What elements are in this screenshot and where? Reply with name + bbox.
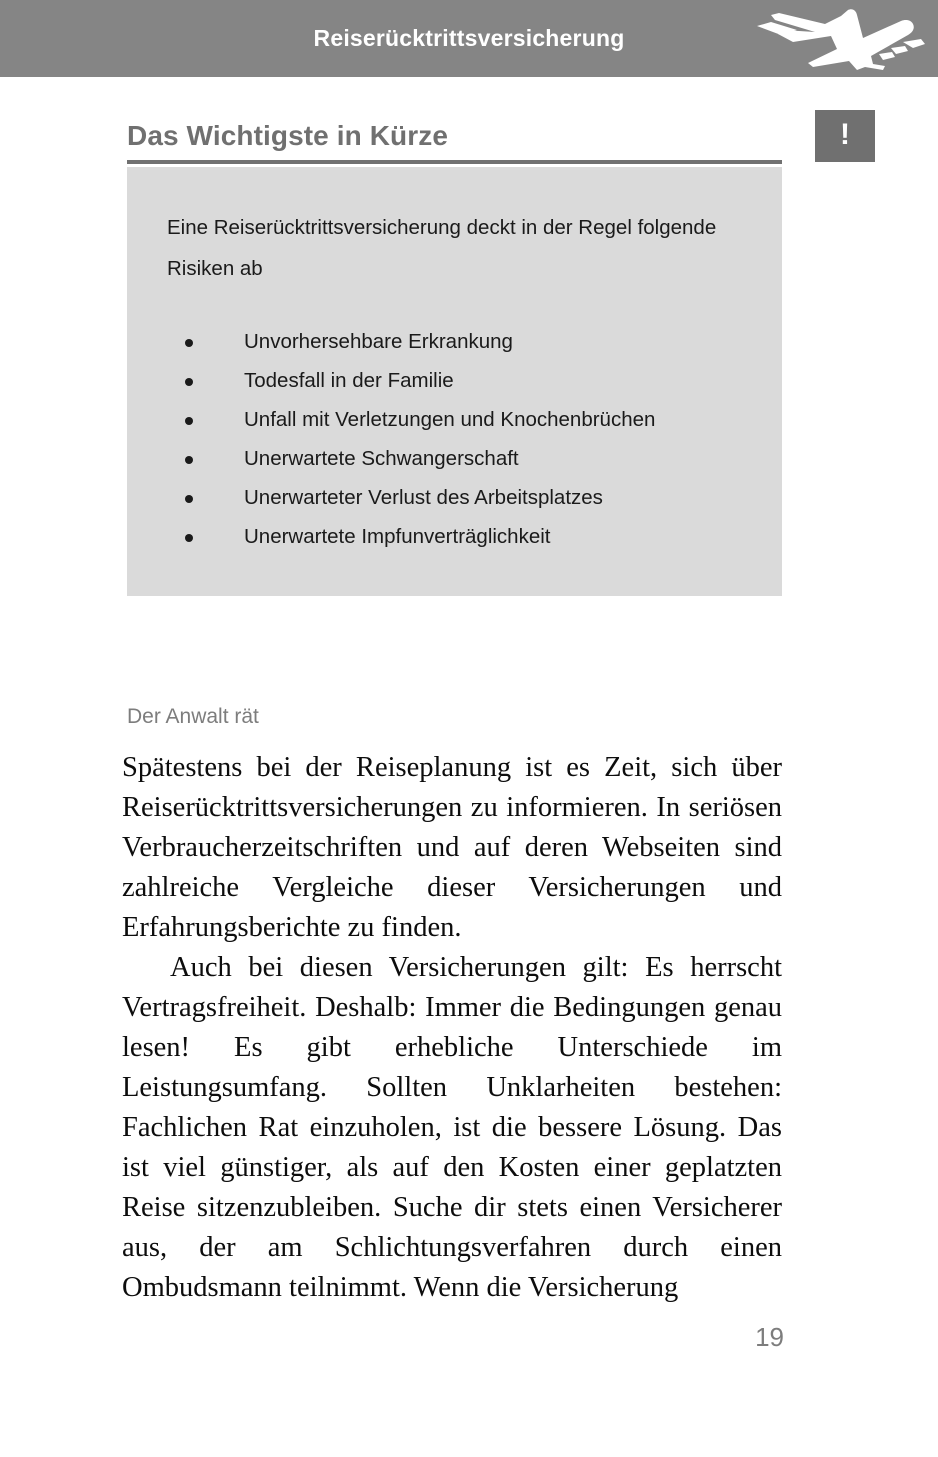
page-number: 19	[755, 1322, 784, 1352]
page-header-title: Reiserücktrittsversicherung	[313, 25, 625, 51]
bullet-icon	[185, 339, 193, 347]
section-heading-title: Das Wichtigste in Kürze	[127, 120, 448, 151]
bullet-icon	[185, 495, 193, 503]
list-item-label: Unerwartete Impfunverträglichkeit	[244, 525, 551, 548]
list-item-label: Unfall mit Verletzungen und Knochenbrüchen	[244, 408, 656, 431]
page-header-bar	[0, 0, 938, 77]
bullet-icon	[185, 378, 193, 386]
bullet-icon	[185, 417, 193, 425]
callout-intro-text: Eine Reiserücktrittsversicherung deckt in der Regel folgende Risiken ab	[167, 216, 717, 280]
body-paragraph: Auch bei diesen Versicherungen gilt: Es herrscht Vertragsfreiheit. Deshalb: Immer die Bedingungen genau lesen! Es gibt erhebliche Unterschiede im Leistungsumfang. Sollten Unklarheiten bestehen: Fachlichen Rat einzuholen, ist die bessere Lösung. Das ist viel günstiger, als auf den Kosten einer geplatzten Reise sitzenzubleiben. Suche dir stets einen Versicherer aus, der am Schlichtungsverfahren durch einen Ombudsmann teilnimmt. Wenn die Versicherung	[122, 952, 782, 1303]
exclamation-icon: !	[840, 118, 850, 151]
callout-risk-list	[167, 322, 767, 556]
body-paragraph: Spätestens bei der Reiseplanung ist es Zeit, sich über Reiserücktrittsversicherungen zu informieren. In seriösen Verbraucherzeitschriften und auf deren Webseiten sind zahlreiche Vergleiche dieser Versicherungen und Erfahrungsberichte zu finden.	[122, 752, 782, 943]
list-item	[167, 517, 767, 556]
list-item	[167, 439, 767, 478]
list-item-label: Todesfall in der Familie	[244, 369, 454, 392]
advice-label: Der Anwalt rät	[127, 705, 259, 728]
body-text-block	[122, 748, 782, 1308]
list-item	[167, 478, 767, 517]
section-heading-rule	[127, 160, 782, 164]
alert-badge	[815, 110, 875, 162]
list-item	[167, 322, 767, 361]
airplane-icon	[753, 4, 928, 70]
section-heading-block	[127, 118, 782, 164]
bullet-icon	[185, 534, 193, 542]
bullet-icon	[185, 456, 193, 464]
list-item-label: Unerwarteter Verlust des Arbeitsplatzes	[244, 486, 603, 509]
key-facts-callout	[127, 167, 782, 596]
list-item	[167, 361, 767, 400]
list-item-label: Unvorhersehbare Erkrankung	[244, 330, 513, 353]
list-item	[167, 400, 767, 439]
list-item-label: Unerwartete Schwangerschaft	[244, 447, 519, 470]
